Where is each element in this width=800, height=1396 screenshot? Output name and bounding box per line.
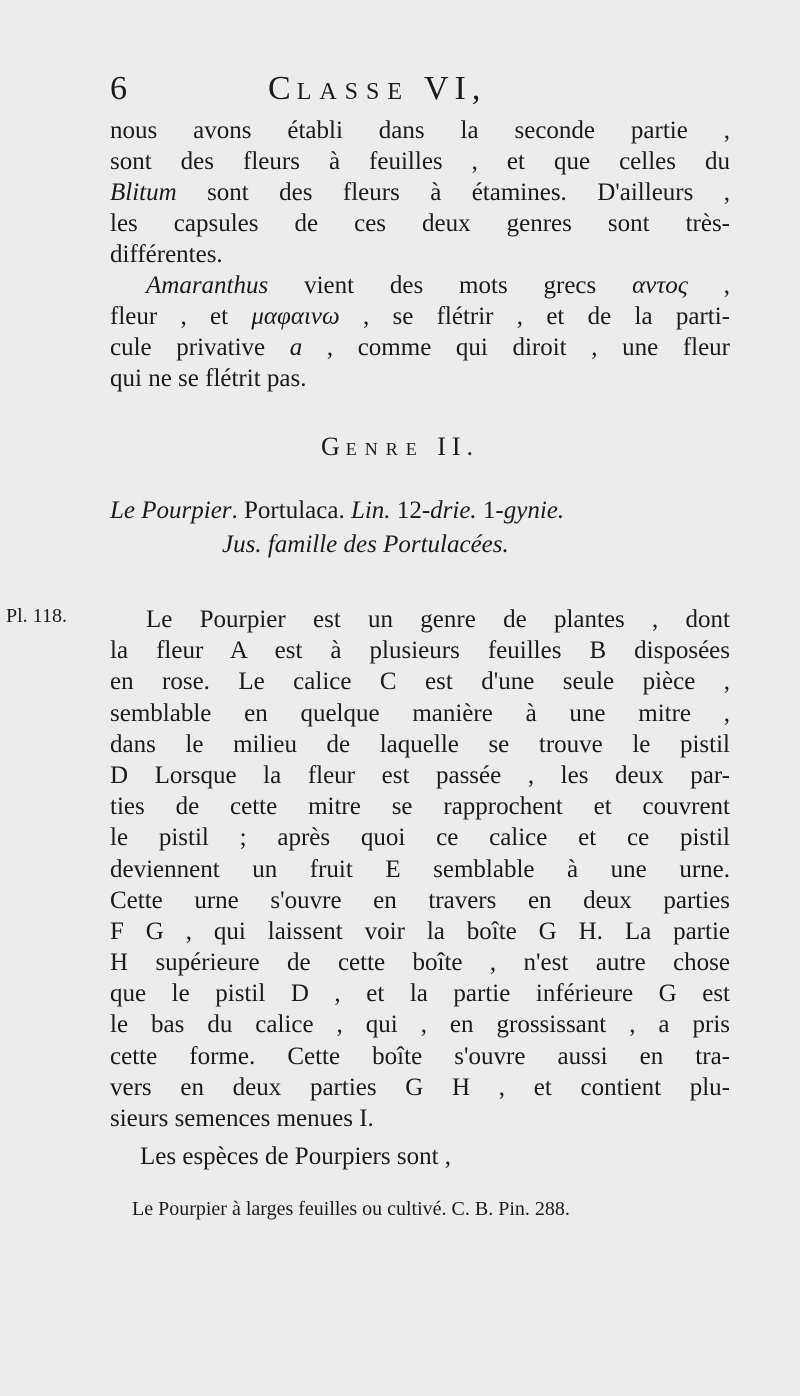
text-line: le bas du calice , qui , en grossissant , a pris — [110, 1011, 730, 1039]
desc-fragment: gynie. — [503, 497, 565, 524]
text-line: que le pistil D , et la partie inférieure G est — [110, 980, 730, 1008]
running-title-smallcaps: LASSE — [296, 79, 411, 105]
text-line: les capsules de ces deux genres sont très- — [110, 210, 730, 237]
text-line: le pistil ; après quoi ce calice et ce pistil — [110, 824, 730, 852]
desc-fragment: Lin. — [350, 497, 391, 524]
text-line: H supérieure de cette boîte , n'est autre chose — [110, 949, 730, 977]
text-fragment: , comme qui diroit , une fleur — [302, 334, 731, 361]
running-title — [268, 70, 486, 108]
text-fragment: fleur , et — [110, 303, 252, 330]
paragraph-distinction — [110, 115, 730, 394]
greek-word: αντος — [632, 272, 688, 299]
greek-word: μαφαινω — [251, 303, 340, 330]
genus-description — [110, 494, 730, 562]
text-fragment: , se flétrir , et de la parti- — [339, 303, 730, 330]
text-line: Cette urne s'ouvre en travers en deux parties — [110, 886, 730, 914]
genus-description-line-1 — [110, 494, 730, 528]
text-line: la fleur A est à plusieurs feuilles B disposées — [110, 637, 730, 665]
text-line: cette forme. Cette boîte s'ouvre aussi en tra- — [110, 1042, 730, 1070]
page-header — [110, 70, 720, 116]
running-title-initial: C — [268, 70, 297, 107]
text-fragment: sont des fleurs à étamines. D'ailleurs , — [176, 179, 730, 206]
text-line: sont des fleurs à feuilles , et que celles du — [110, 148, 730, 175]
text-line: vers en deux parties G H , et contient plu- — [110, 1073, 730, 1101]
privative-a: a — [289, 334, 303, 361]
desc-fragment: 12- — [390, 497, 431, 524]
text-line — [110, 177, 730, 208]
genus-name-blitum: Blitum — [110, 179, 177, 206]
text-fragment: vient des mots grecs — [268, 272, 633, 299]
desc-fragment: Le Pourpier — [110, 497, 232, 524]
species-entry: Le Pourpier à larges feuilles ou cultivé. C. B. Pin. 288. — [132, 1198, 570, 1220]
paragraph-description — [110, 604, 730, 1134]
text-fragment: cule privative — [110, 334, 290, 361]
genre-initial: G — [320, 432, 346, 461]
etymology-line: qui ne se flétrit pas. — [110, 365, 307, 392]
desc-fragment: 1- — [476, 497, 504, 524]
text-line: deviennent un fruit E semblable à une urne. — [110, 855, 730, 883]
text-line: D Lorsque la fleur est passée , les deux par- — [110, 761, 730, 789]
desc-fragment: . Portulaca. — [231, 497, 351, 524]
plate-reference: Pl. 118. — [6, 605, 67, 627]
text-line: en rose. Le calice C est d'une seule pièce , — [110, 668, 730, 696]
species-intro: Les espèces de Pourpiers sont , — [140, 1143, 452, 1170]
etymology-line — [110, 332, 730, 363]
genre-heading — [0, 432, 800, 462]
text-fragment: , — [687, 272, 731, 299]
running-title-number: VI, — [423, 70, 487, 107]
etymology-line — [110, 301, 730, 332]
text-line: ties de cette mitre se rapprochent et couvrent — [110, 793, 730, 821]
text-line: dans le milieu de laquelle se trouve le pistil — [110, 730, 730, 758]
text-line: F G , qui laissent voir la boîte G H. La partie — [110, 917, 730, 945]
etymology-line — [110, 270, 730, 301]
text-line: Le Pourpier est un genre de plantes , dont — [146, 606, 730, 633]
desc-fragment: drie. — [430, 497, 477, 524]
text-line: sieurs semences menues I. — [110, 1105, 374, 1132]
page-number: 6 — [110, 70, 127, 107]
genre-smallcaps: ENRE — [345, 439, 425, 459]
genus-name-amaranthus: Amaranthus — [146, 272, 269, 299]
genus-description-line-2: Jus. famille des Portulacées. — [222, 531, 509, 558]
text-line: semblable en quelque manière à une mitre , — [110, 699, 730, 727]
text-line: différentes. — [110, 241, 223, 268]
genre-number: II. — [437, 432, 480, 461]
text-line: nous avons établi dans la seconde partie , — [110, 117, 730, 144]
